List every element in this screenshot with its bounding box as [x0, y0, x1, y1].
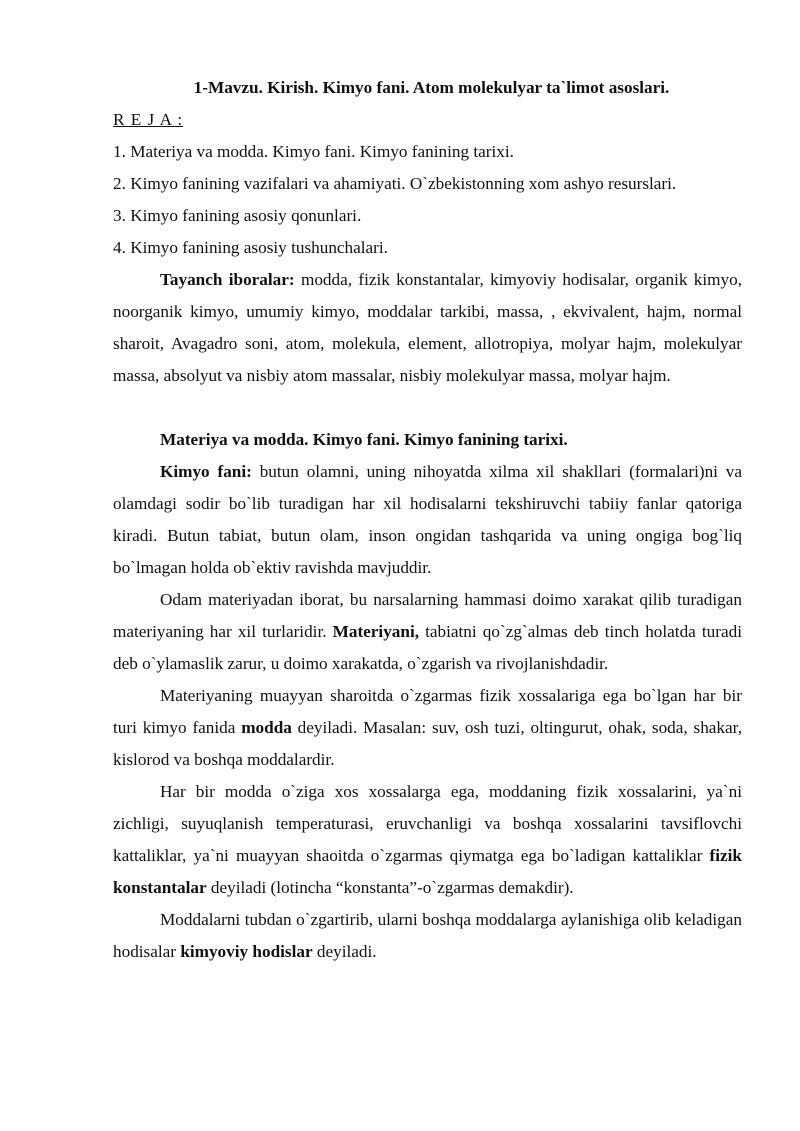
- paragraph-5-after: deyiladi.: [312, 942, 377, 961]
- section-title: Materiya va modda. Kimyo fani. Kimyo fanining tarixi.: [160, 430, 568, 449]
- paragraph-2-after: tabiatni qo`zg`almas deb tinch holatda turadi deb o`ylamaslik zarur, u doimo xarakatda, o`zgarish va rivojlanishdadir.: [113, 622, 742, 673]
- paragraph-3-after: deyiladi. Masalan: suv, osh tuzi, oltingurut, ohak, soda, shakar, kislorod va boshqa moddalardir.: [113, 718, 742, 769]
- paragraph-2-before: Odam materiyadan iborat, bu narsalarning hammasi doimo xarakat qilib turadigan materiyaning har xil turlaridir.: [113, 590, 742, 641]
- paragraph-2-bold: Materiyani,: [332, 622, 420, 641]
- keywords-label: Tayanch iboralar:: [160, 270, 295, 289]
- plan-heading: R E J A :: [113, 110, 184, 129]
- paragraph-5-before: Moddalarni tubdan o`zgartirib, ularni boshqa moddalarga aylanishiga olib keladigan hodisalar: [113, 910, 742, 961]
- document-page: [113, 72, 742, 968]
- plan-item-4: 4. Kimyo fanining asosiy tushunchalari.: [113, 238, 388, 257]
- paragraph-4-bold: fizik konstantalar: [113, 846, 742, 897]
- document-title: 1-Mavzu. Kirish. Kimyo fani. Atom molekulyar ta`limot asoslari.: [193, 78, 670, 97]
- paragraph-1-text: butun olamni, uning nihoyatda xilma xil shakllari (formalari)ni va olamdagi sodir bo`lib turadigan har xil hodisalarni tekshiruvchi tabiiy fanlar qatoriga kiradi. Butun tabiat, butun olam, inson ongidan tashqarida va uning ongiga bog`liq bo`lmagan holda ob`ektiv ravishda mavjuddir.: [113, 462, 742, 577]
- paragraph-fizik-konstantalar: [113, 776, 742, 904]
- paragraph-3-before: Materiyaning muayyan sharoitda o`zgarmas fizik xossalariga ega bo`lgan har bir turi kimyo fanida: [113, 686, 742, 737]
- blank-line: [113, 392, 742, 424]
- plan-item-2: 2. Kimyo fanining vazifalari va ahamiyati. O`zbekistonning xom ashyo resurslari.: [113, 174, 677, 193]
- plan-item-1: 1. Materiya va modda. Kimyo fani. Kimyo fanining tarixi.: [113, 142, 514, 161]
- paragraph-modda: [113, 680, 742, 776]
- paragraph-materiya: [113, 584, 742, 680]
- paragraph-4-before: Har bir modda o`ziga xos xossalarga ega, moddaning fizik xossalarini, ya`ni zichligi, suyuqlanish temperaturasi, eruvchanligi va boshqa xossalarini tavsiflovchi kattaliklar, ya`ni muayyan shaoitda o`zgarmas qiymatga ega bo`ladigan kattaliklar: [113, 782, 742, 865]
- paragraph-kimyo-fani: [113, 456, 742, 584]
- keywords-paragraph: [113, 264, 742, 392]
- paragraph-5-bold: kimyoviy hodislar: [180, 942, 313, 961]
- paragraph-kimyoviy-hodisalar: [113, 904, 742, 968]
- plan-item-3: 3. Kimyo fanining asosiy qonunlari.: [113, 206, 362, 225]
- paragraph-3-bold: modda: [241, 718, 292, 737]
- paragraph-1-label: Kimyo fani:: [160, 462, 252, 481]
- paragraph-4-after: deyiladi (lotincha “konstanta”-o`zgarmas demakdir).: [206, 878, 574, 897]
- keywords-text: modda, fizik konstantalar, kimyoviy hodisalar, organik kimyo, noorganik kimyo, umumiy kimyo, moddalar tarkibi, massa, , ekvivalent, hajm, normal sharoit, Avagadro soni, atom, molekula, element, allotropiya, molyar hajm, molekulyar massa, absolyut va nisbiy atom massalar, nisbiy molekulyar massa, molyar hajm.: [113, 270, 742, 385]
